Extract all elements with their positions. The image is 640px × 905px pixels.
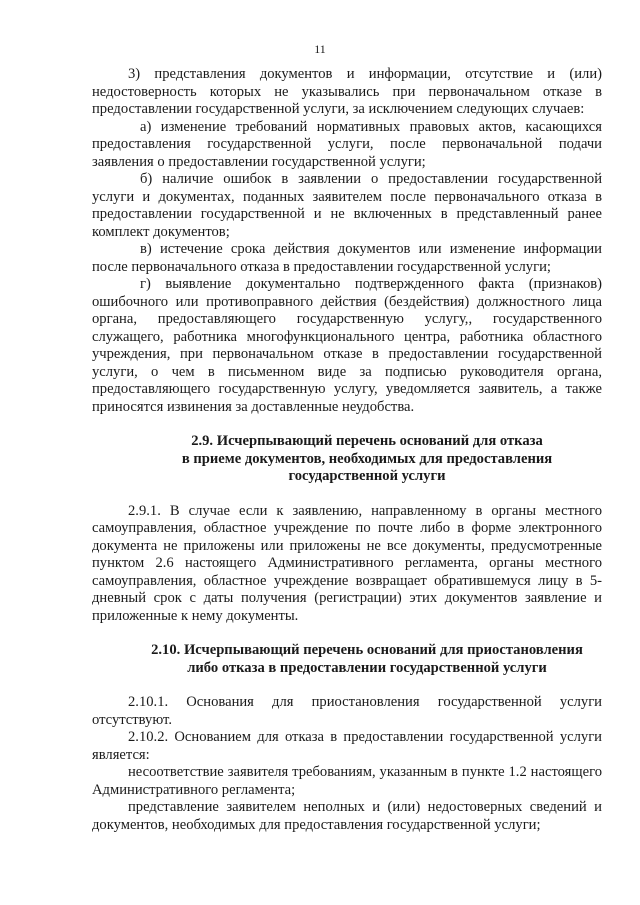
spacer: [92, 625, 602, 642]
paragraph-refusal-ground-2: представление заявителем неполных и (или) недостоверных сведений и документов, необходимых для предоставления государственной услуги;: [92, 799, 602, 833]
spacer: [92, 486, 602, 503]
paragraph-subitem-a: а) изменение требований нормативных правовых актов, касающихся предоставления государственной услуги, после первоначальной подачи заявления о предоставлении государственной услуги;: [92, 118, 602, 170]
paragraph-subitem-g: г) выявление документально подтвержденного факта (признаков) ошибочного или противоправного действия (бездействия) должностного лица органа, предоставляющего государственную услугу,, государственного служащего, работника многофункционального центра, работника областного учреждения, при первоначальном отказе в предоставлении государственной услуги, о чем в письменном виде за подписью руководителя органа, предоставляющего государственную услугу, уведомляется заявитель, а также приносятся извинения за доставленные неудобства.: [92, 276, 602, 415]
heading-line: государственной услуги: [288, 468, 446, 484]
heading-line: 2.9. Исчерпывающий перечень оснований для отказа: [191, 433, 543, 449]
paragraph-2-9-1: 2.9.1. В случае если к заявлению, направленному в органы местного самоуправления, областное учреждение по почте либо в форме электронного документа не приложены или приложены не все документы, предусмотренные пунктом 2.6 настоящего Административного регламента, органы местного самоуправления, областное учреждение возвращает обратившемуся лицу в 5-дневный срок с даты получения (регистрации) этих документов заявление и приложенные к нему документы.: [92, 502, 602, 624]
paragraph-2-10-1: 2.10.1. Основания для приостановления государственной услуги отсутствуют.: [92, 694, 602, 728]
page-content: [92, 66, 602, 834]
paragraph-subitem-b: б) наличие ошибок в заявлении о предоставлении государственной услуги и документах, поданных заявителем после первоначального отказа в предоставлении государственной и не включенных в представленный ранее комплект документов;: [92, 171, 602, 240]
page-number: 11: [314, 42, 326, 56]
paragraph-refusal-ground-1: несоответствие заявителя требованиям, указанным в пункте 1.2 настоящего Административного регламента;: [92, 764, 602, 798]
section-heading-2-10: [92, 642, 602, 677]
heading-line: 2.10. Исчерпывающий перечень оснований для приостановления: [151, 642, 583, 658]
heading-line: либо отказа в предоставлении государственной услуги: [187, 659, 547, 676]
section-heading-2-9: [92, 433, 602, 486]
paragraph-subitem-v: в) истечение срока действия документов или изменение информации после первоначального отказа в предоставлении государственной услуги;: [92, 241, 602, 275]
heading-line: в приеме документов, необходимых для предоставления: [181, 450, 553, 467]
spacer: [92, 677, 602, 694]
spacer: [92, 416, 602, 433]
paragraph-item-3: 3) представления документов и информации, отсутствие и (или) недостоверность которых не указывались при первоначальном отказе в предоставлении государственной услуги, за исключением следующих случаев:: [92, 66, 602, 117]
paragraph-2-10-2: 2.10.2. Основанием для отказа в предоставлении государственной услуги является:: [92, 729, 602, 763]
